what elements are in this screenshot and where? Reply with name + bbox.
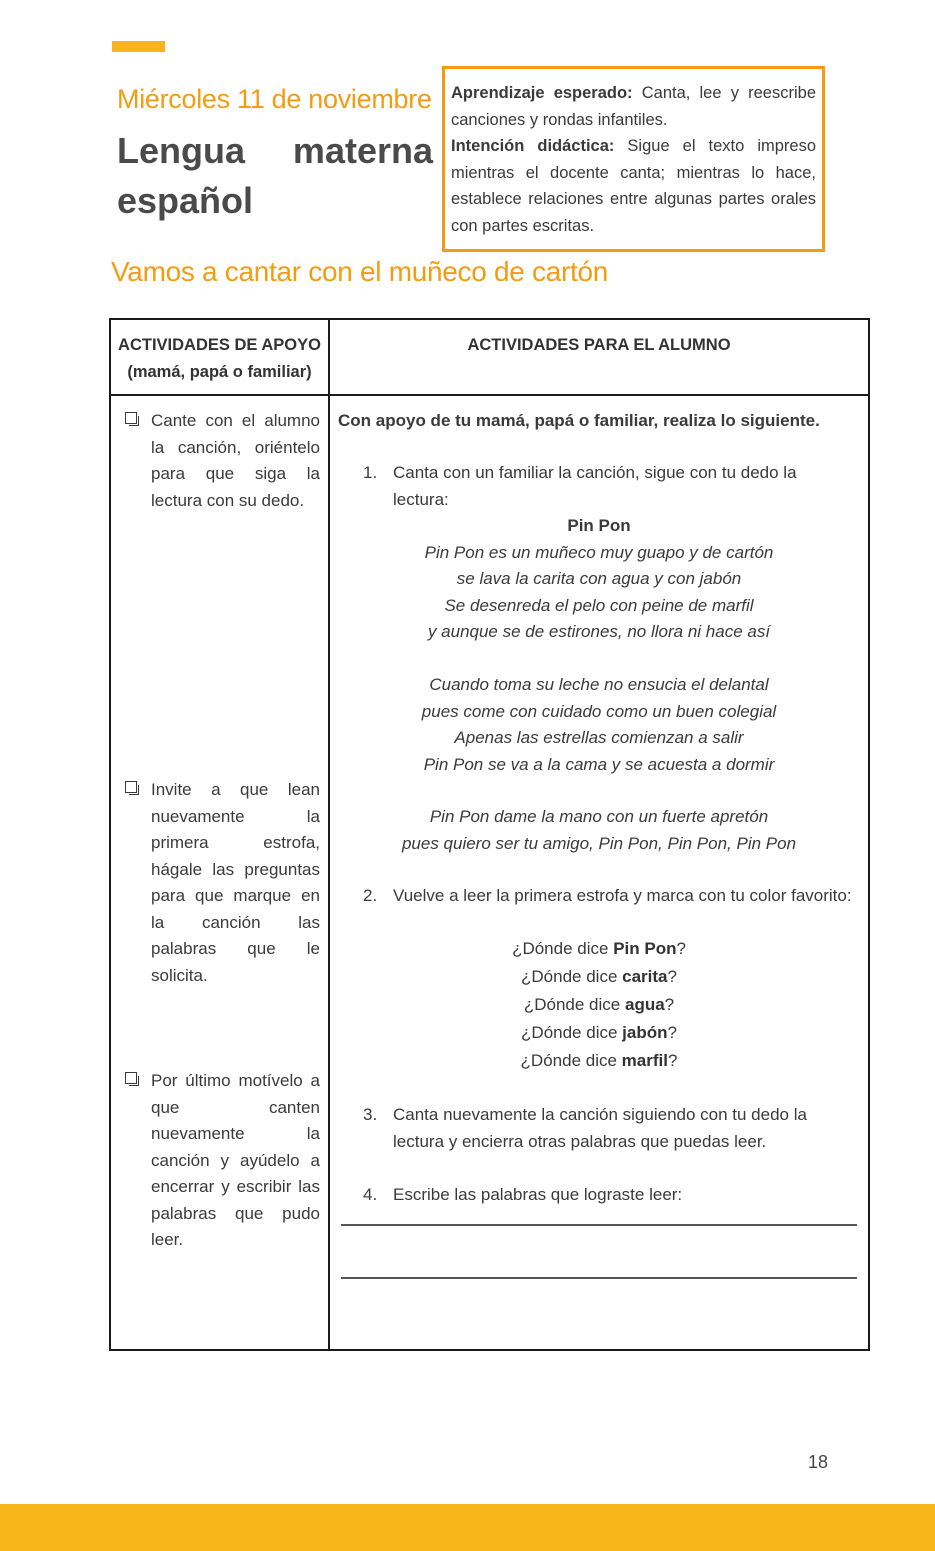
- page-number: 18: [808, 1452, 829, 1472]
- song-line: Pin Pon dame la mano con un fuerte apretón: [429, 807, 769, 826]
- step-text: Canta nuevamente la canción siguiendo con tu dedo la lectura y encierra otras palabras que puedas leer.: [393, 1105, 807, 1151]
- support-item-text: Invite a que lean nuevamente la primera estrofa, hágale las preguntas para que marque en la canción las palabras que le solicita.: [151, 780, 320, 985]
- support-item-text: Por último motívelo a que canten nuevamente la canción y ayúdelo a encerrar y escribir las palabras que pudo leer.: [151, 1071, 320, 1249]
- intention-text: Sigue el texto impreso mientras el docente canta; mientras lo hace, establece relaciones entre algunas partes orales con partes escritas.: [451, 137, 817, 235]
- footer-bar: [0, 1504, 935, 1551]
- accent-bar: [112, 41, 165, 52]
- step-number: 2.: [363, 886, 378, 905]
- subject-line-2: español: [117, 180, 254, 221]
- question-prefix: ¿Dónde dice: [523, 995, 625, 1014]
- checkbox-icon: [125, 781, 137, 793]
- question-word: jabón: [622, 1023, 668, 1042]
- writing-line[interactable]: [341, 1277, 857, 1279]
- question-word: carita: [622, 967, 668, 986]
- subject-title: [117, 126, 433, 226]
- question-suffix: ?: [667, 967, 677, 986]
- song-line: Se desenreda el pelo con peine de marfil: [444, 595, 754, 615]
- step-text: Vuelve a leer la primera estrofa y marca con tu color favorito:: [393, 886, 852, 905]
- question-prefix: ¿Dónde dice: [521, 967, 623, 986]
- song-line: Pin Pon se va a la cama y se acuesta a dormir: [423, 754, 775, 774]
- learning-label: Aprendizaje esperado:: [451, 84, 633, 102]
- song-line: Pin Pon es un muñeco muy guapo y de cartón: [424, 542, 774, 562]
- step-number: 4.: [363, 1185, 378, 1204]
- learning-objective-box: [442, 66, 825, 252]
- song-line: pues come con cuidado como un buen colegial: [421, 701, 777, 721]
- lesson-title: Vamos a cantar con el muñeco de cartón: [111, 256, 609, 287]
- step-text: Canta con un familiar la canción, sigue con tu dedo la lectura:: [393, 463, 797, 509]
- writing-line[interactable]: [341, 1224, 857, 1226]
- question-word: Pin Pon: [613, 939, 677, 958]
- support-header-line-1: ACTIVIDADES DE APOYO: [118, 336, 321, 354]
- question-suffix: ?: [667, 1051, 678, 1070]
- activities-table: [109, 318, 870, 1351]
- question-suffix: ?: [667, 1023, 677, 1042]
- step-item: [363, 1102, 853, 1155]
- student-intro: Con apoyo de tu mamá, papá o familiar, realiza lo siguiente.: [338, 411, 820, 430]
- question-suffix: ?: [664, 995, 675, 1014]
- subject-line-1: Lengua materna: [117, 130, 433, 171]
- support-item: [125, 408, 320, 514]
- step-item: [363, 460, 853, 513]
- step-item: [363, 1182, 853, 1209]
- support-item-text: Cante con el alumno la canción, oriéntelo para que siga la lectura con su dedo.: [151, 411, 320, 510]
- step-number: 1.: [363, 463, 378, 482]
- support-item: [125, 777, 320, 989]
- step-item: [363, 883, 853, 910]
- question-item: [330, 963, 868, 991]
- song-line: se lava la carita con agua y con jabón: [456, 569, 742, 588]
- support-header: [111, 332, 328, 386]
- header-divider: [111, 394, 868, 396]
- intention-label: Intención didáctica:: [451, 137, 615, 155]
- song-line: Cuando toma su leche no ensucia el delantal: [429, 675, 769, 694]
- question-item: [330, 1019, 868, 1047]
- checkbox-icon: [125, 1072, 137, 1084]
- song-line: Apenas las estrellas comienzan a salir: [454, 728, 744, 747]
- question-item: [330, 935, 868, 963]
- question-word: marfil: [621, 1051, 668, 1070]
- song-stanza-2: [330, 672, 868, 778]
- song-line: pues quiero ser tu amigo, Pin Pon, Pin Pon, Pin Pon: [401, 833, 797, 853]
- lesson-date: Miércoles 11 de noviembre: [117, 84, 432, 114]
- learning-text: Canta, lee y reescribe canciones y rondas infantiles.: [451, 84, 816, 129]
- student-header: ACTIVIDADES PARA EL ALUMNO: [467, 336, 731, 354]
- question-item: [330, 991, 868, 1019]
- song-stanza-1: [330, 513, 868, 646]
- question-prefix: ¿Dónde dice: [520, 1051, 622, 1070]
- support-item: [125, 1068, 320, 1254]
- support-header-line-2: (mamá, papá o familiar): [127, 363, 312, 381]
- question-item: [330, 1047, 868, 1075]
- question-list: [330, 935, 868, 1075]
- question-prefix: ¿Dónde dice: [521, 1023, 623, 1042]
- step-text: Escribe las palabras que lograste leer:: [393, 1185, 683, 1204]
- step-number: 3.: [363, 1105, 378, 1124]
- song-line: y aunque se de estirones, no llora ni hace así: [427, 622, 771, 641]
- checkbox-icon: [125, 412, 137, 424]
- question-suffix: ?: [676, 939, 686, 958]
- question-prefix: ¿Dónde dice: [512, 939, 614, 958]
- song-title: Pin Pon: [567, 516, 631, 535]
- song-stanza-3: [330, 804, 868, 857]
- question-word: agua: [624, 995, 665, 1014]
